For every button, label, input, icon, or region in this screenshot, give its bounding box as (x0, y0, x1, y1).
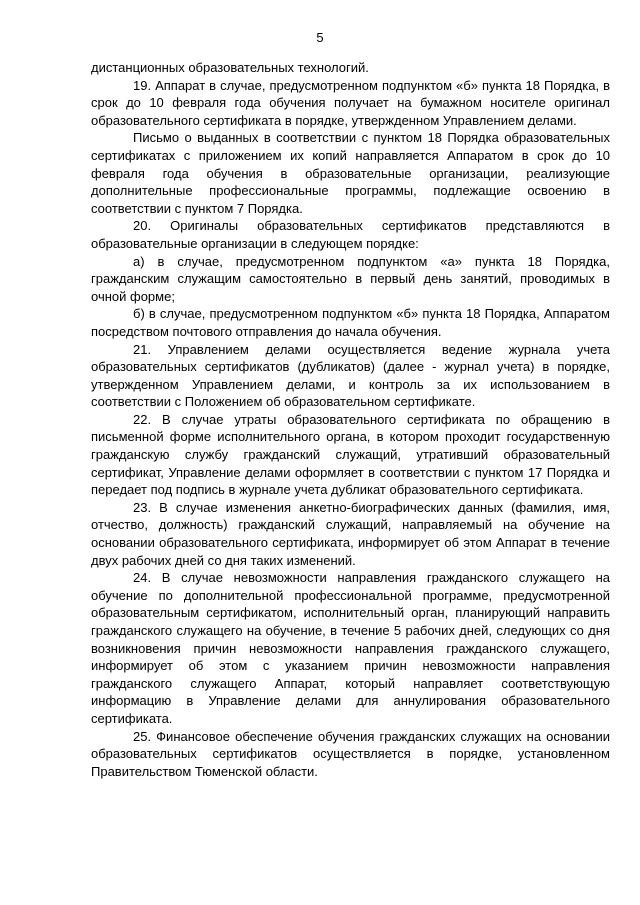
paragraph-21: 21. Управлением делами осуществляется ведение журнала учета образовательных сертификатов (дубликатов) (далее - журнал учета) в порядке, утвержденном Управлением делами, и контроль за их использованием в соответствии с Положением об образовательном сертификате. (91, 341, 610, 410)
paragraph-20-a: а) в случае, предусмотренном подпунктом «а» пункта 18 Порядка, гражданским служащим самостоятельно в первый день занятий, проводимых в очной форме; (91, 253, 610, 304)
paragraph-24: 24. В случае невозможности направления гражданского служащего на обучение по дополнительной профессиональной программе, предусмотренной образовательным сертификатом, исполнительный орган, планирующий направить гражданского служащего на обучение, в течение 5 рабочих дней, следующих со дня возникновения причин невозможности направления гражданского служащего, информирует об этом с указанием причин невозможности направления гражданского служащего Аппарат, который направляет соответствующую информацию в Управление делами для аннулирования образовательного сертификата. (91, 570, 610, 726)
paragraph-continuation: дистанционных образовательных технологий. (91, 60, 369, 75)
page-number: 5 (316, 30, 324, 45)
paragraph-22: 22. В случае утраты образовательного сертификата по обращению в письменной форме исполнительного органа, в котором проходит государственную гражданскую службу гражданский служащий, утративший образовательный сертификат, Управление делами оформляет в соответствии с пунктом 17 Порядка и передает под подпись в журнале учета дубликат образовательного сертификата. (91, 411, 610, 498)
paragraph-25: 25. Финансовое обеспечение обучения гражданских служащих на основании образовательных сертификатов осуществляется в порядке, установленном Правительством Тюменской области. (91, 728, 610, 779)
paragraph-20: 20. Оригиналы образовательных сертификатов представляются в образовательные организации в следующем порядке: (91, 218, 610, 251)
paragraph-20-b: б) в случае, предусмотренном подпунктом «б» пункта 18 Порядка, Аппаратом посредством почтового отправления до начала обучения. (91, 306, 610, 339)
document-body (91, 59, 610, 780)
paragraph-19: 19. Аппарат в случае, предусмотренном подпунктом «б» пункта 18 Порядка, в срок до 10 февраля года обучения получает на бумажном носителе оригинал образовательного сертификата в порядке, утвержденном Управлением делами. (91, 77, 610, 128)
paragraph-19-letter: Письмо о выданных в соответствии с пунктом 18 Порядка образовательных сертификатах с приложением их копий направляется Аппаратом в срок до 10 февраля года обучения в образовательные организации, реализующие дополнительные профессиональные программы, подлежащие освоению в соответствии с пунктом 7 Порядка. (91, 130, 610, 216)
paragraph-23: 23. В случае изменения анкетно-биографических данных (фамилия, имя, отчество, должность) гражданский служащий, направляемый на обучение на основании образовательного сертификата, информирует об этом Аппарат в течение двух рабочих дней со дня таких изменений. (91, 499, 610, 568)
